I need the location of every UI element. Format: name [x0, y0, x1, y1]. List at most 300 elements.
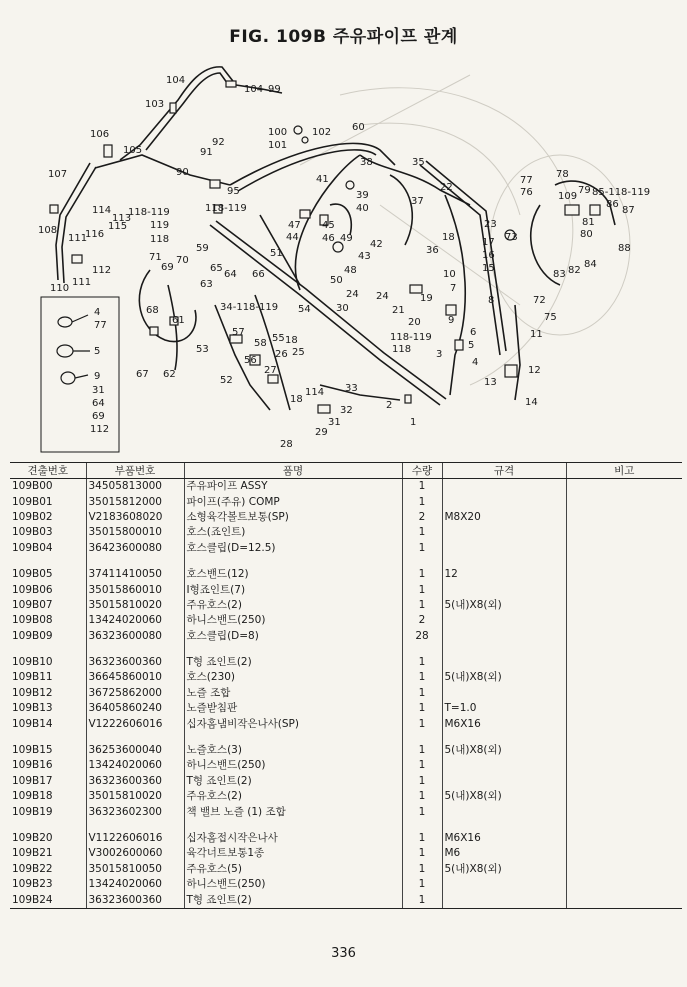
callout-label: 18: [290, 394, 303, 405]
callout-label: 25: [292, 347, 305, 358]
callout-label: 107: [48, 169, 68, 180]
row-part-number-cell: 36323600360: [86, 655, 184, 670]
parts-list-table: [10, 462, 682, 909]
table-row: [10, 892, 682, 908]
row-name-cell: 노즐호스(3): [184, 743, 402, 758]
row-index-cell: 109B10: [12, 656, 53, 669]
row-index-cell: 109B07: [12, 598, 53, 611]
table-row: [10, 701, 682, 716]
callout-label: 49: [340, 233, 353, 244]
row-quantity-cell: 1: [402, 804, 442, 819]
row-part-number-cell: 35015810020: [86, 789, 184, 804]
row-note-cell: [566, 743, 682, 758]
callout-label: 119: [150, 220, 170, 231]
callout-label: 46: [322, 233, 335, 244]
callout-label: 99: [268, 84, 281, 95]
row-part-number-cell: 36405860240: [86, 701, 184, 716]
callout-label: 60: [352, 122, 365, 133]
row-note-cell: [566, 567, 682, 582]
row-quantity-cell: 1: [402, 846, 442, 861]
column-header-quantity: 수량: [402, 463, 442, 479]
spacer-cell: [86, 556, 184, 567]
figure-title: FIG. 109B 주유파이프 관계: [229, 27, 458, 47]
inset-label: 31: [92, 385, 105, 396]
row-spec-cell: [442, 877, 566, 892]
row-spec-cell: 5(내)X8(외): [442, 598, 566, 613]
row-part-number-cell: 36645860010: [86, 670, 184, 685]
table-row: [10, 743, 682, 758]
row-note-cell: [566, 613, 682, 628]
callout-label: 51: [270, 248, 283, 259]
row-spec-cell: [442, 758, 566, 773]
row-index-cell: 109B12: [12, 686, 53, 699]
row-part-number-cell: 35015812000: [86, 494, 184, 509]
callout-label: 13: [484, 377, 497, 388]
row-spec-cell: [442, 686, 566, 701]
parts-table-body: [10, 479, 682, 909]
row-quantity-cell: 1: [402, 598, 442, 613]
callout-label: 30: [336, 303, 349, 314]
table-row: [10, 831, 682, 846]
callout-label: 31: [328, 417, 341, 428]
callout-label: 118-119: [205, 203, 247, 214]
callout-label: 118-119: [128, 207, 170, 218]
callout-label: 1: [410, 417, 417, 428]
spacer-cell: [10, 732, 86, 743]
callout-label: 83: [553, 269, 566, 280]
callout-label: 87: [622, 205, 635, 216]
callout-label: 113: [112, 213, 132, 224]
row-part-number-cell: 34505813000: [86, 479, 184, 495]
callout-label: 24: [376, 291, 389, 302]
row-quantity-cell: 1: [402, 716, 442, 731]
row-spec-cell: [442, 582, 566, 597]
callout-label: 111: [72, 277, 92, 288]
inset-label: 69: [92, 411, 105, 422]
row-note-cell: [566, 804, 682, 819]
callout-label: 34-118-119: [220, 302, 279, 313]
spacer-cell: [442, 644, 566, 655]
callout-label: 90: [176, 167, 189, 178]
table-row: [10, 582, 682, 597]
callout-label: 76: [520, 187, 533, 198]
row-spec-cell: [442, 541, 566, 556]
row-part-number-cell: 13424020060: [86, 613, 184, 628]
callout-label: 62: [163, 369, 176, 380]
row-index-cell: 109B17: [12, 774, 53, 787]
callout-label: 108: [38, 225, 58, 236]
callout-label: 67: [136, 369, 149, 380]
row-quantity-cell: 1: [402, 701, 442, 716]
row-quantity-cell: 1: [402, 774, 442, 789]
callout-label: 55: [272, 333, 285, 344]
row-part-number-cell: 35015860010: [86, 582, 184, 597]
spacer-cell: [566, 556, 682, 567]
callout-label: 118: [150, 234, 170, 245]
row-spec-cell: T=1.0: [442, 701, 566, 716]
callout-label: 100: [268, 127, 288, 138]
table-row: [10, 670, 682, 685]
spacer-cell: [402, 732, 442, 743]
row-note-cell: [566, 479, 682, 495]
callout-label: 68: [146, 305, 159, 316]
row-quantity-cell: 1: [402, 877, 442, 892]
callout-label: 23: [484, 219, 497, 230]
table-row: [10, 758, 682, 773]
callout-label: 66: [252, 269, 265, 280]
callout-label: 5: [468, 340, 475, 351]
callout-label: 80: [580, 229, 593, 240]
row-quantity-cell: 1: [402, 567, 442, 582]
spacer-cell: [402, 644, 442, 655]
row-note-cell: [566, 774, 682, 789]
row-index-cell: 109B24: [10, 892, 86, 908]
row-name-cell: 호스클립(D=8): [184, 629, 402, 644]
row-index-cell: 109B08: [12, 614, 53, 627]
callout-label: 54: [298, 304, 311, 315]
callout-label: 28: [280, 439, 293, 450]
callout-label: 9: [448, 315, 455, 326]
spacer-cell: [184, 644, 402, 655]
callout-label: 95: [227, 186, 240, 197]
inset-label: 9: [94, 371, 101, 382]
row-spec-cell: M6: [442, 846, 566, 861]
callout-label: 112: [92, 265, 112, 276]
row-name-cell: 하니스밴드(250): [184, 758, 402, 773]
row-index-cell: 109B11: [12, 671, 53, 684]
spacer-cell: [402, 556, 442, 567]
row-name-cell: 하니스밴드(250): [184, 877, 402, 892]
callout-label: 24: [346, 289, 359, 300]
row-spec-cell: 5(내)X8(외): [442, 789, 566, 804]
callout-label: 116: [85, 229, 105, 240]
callout-label: 81: [582, 217, 595, 228]
callout-label: 16: [482, 250, 495, 261]
callout-label: 38: [360, 157, 373, 168]
row-part-number-cell: V1222606016: [86, 716, 184, 731]
spacer-cell: [86, 820, 184, 831]
table-row: [10, 494, 682, 509]
row-name-cell: T형 죠인트(2): [184, 774, 402, 789]
callout-label: 8: [488, 295, 495, 306]
row-index-cell: 109B23: [12, 878, 53, 891]
row-name-cell: 호스(230): [184, 670, 402, 685]
inset-label: 112: [90, 424, 110, 435]
row-index-cell: 109B15: [12, 744, 53, 757]
callout-label: 2: [386, 400, 393, 411]
row-note-cell: [566, 598, 682, 613]
callout-label: 52: [220, 375, 233, 386]
callout-label: 110: [50, 283, 70, 294]
row-index-cell: 109B16: [12, 759, 53, 772]
diagram-drawing: [0, 55, 687, 460]
row-part-number-cell: 36323600360: [86, 774, 184, 789]
table-row: [10, 567, 682, 582]
inset-label: 77: [94, 320, 107, 331]
row-part-number-cell: 35015800010: [86, 525, 184, 540]
table-row: [10, 525, 682, 540]
callout-label: 6: [470, 327, 477, 338]
callout-label: 26: [275, 349, 288, 360]
row-part-number-cell: V1122606016: [86, 831, 184, 846]
row-quantity-cell: 1: [402, 655, 442, 670]
row-part-number-cell: 36253600040: [86, 743, 184, 758]
callout-label: 27: [264, 365, 277, 376]
callout-label: 48: [344, 265, 357, 276]
callout-label: 32: [340, 405, 353, 416]
row-spec-cell: [442, 774, 566, 789]
callout-label: 17: [482, 237, 495, 248]
spacer-cell: [10, 644, 86, 655]
table-header-row: [10, 463, 682, 479]
row-note-cell: [566, 494, 682, 509]
callout-label: 114: [92, 205, 112, 216]
table-row: [10, 510, 682, 525]
callout-label: 71: [149, 252, 162, 263]
row-index-cell: 109B02: [12, 510, 53, 523]
spacer-cell: [86, 644, 184, 655]
callout-label: 44: [286, 232, 299, 243]
row-quantity-cell: 1: [402, 831, 442, 846]
row-name-cell: 주유호스(5): [184, 862, 402, 877]
spacer-cell: [566, 820, 682, 831]
row-name-cell: 주유호스(2): [184, 789, 402, 804]
row-spec-cell: 5(내)X8(외): [442, 743, 566, 758]
callout-label: 78: [556, 169, 569, 180]
row-index-cell: 109B13: [12, 702, 53, 715]
inset-label: 64: [92, 398, 105, 409]
row-spec-cell: M6X16: [442, 716, 566, 731]
column-header-name: 품명: [184, 463, 402, 479]
callout-label: 20: [408, 317, 421, 328]
row-note-cell: [566, 510, 682, 525]
group-spacer-row: [10, 644, 682, 655]
callout-label: 79: [578, 185, 591, 196]
callout-label: 70: [176, 255, 189, 266]
column-header-index: 견출번호: [10, 463, 86, 479]
callout-label: 29: [315, 427, 328, 438]
row-spec-cell: [442, 655, 566, 670]
spacer-cell: [184, 556, 402, 567]
callout-label: 56: [244, 355, 257, 366]
spacer-cell: [442, 820, 566, 831]
callout-label: 39: [356, 190, 369, 201]
callout-label: 92: [212, 137, 225, 148]
inset-label: 5: [94, 346, 101, 357]
row-spec-cell: [442, 892, 566, 908]
table-row: [10, 789, 682, 804]
row-note-cell: [566, 670, 682, 685]
column-header-part-number: 부품번호: [86, 463, 184, 479]
row-note-cell: [566, 758, 682, 773]
callout-label: 72: [533, 295, 546, 306]
callout-label: 61: [172, 315, 185, 326]
row-spec-cell: [442, 629, 566, 644]
callout-label: 69: [161, 262, 174, 273]
callout-label: 3: [436, 349, 443, 360]
spacer-cell: [10, 820, 86, 831]
table-row: [10, 804, 682, 819]
row-spec-cell: [442, 613, 566, 628]
row-note-cell: [566, 789, 682, 804]
row-part-number-cell: 35015810050: [86, 862, 184, 877]
group-spacer-row: [10, 820, 682, 831]
row-quantity-cell: 1: [402, 525, 442, 540]
row-note-cell: [566, 541, 682, 556]
row-note-cell: [566, 701, 682, 716]
row-spec-cell: 5(내)X8(외): [442, 670, 566, 685]
callout-label: 59: [196, 243, 209, 254]
row-name-cell: 육각너트보통1종: [184, 846, 402, 861]
table-row: [10, 598, 682, 613]
spacer-cell: [184, 820, 402, 831]
row-part-number-cell: V3002600060: [86, 846, 184, 861]
row-name-cell: 책 밸브 노즐 (1) 조합: [184, 804, 402, 819]
row-index-cell: 109B19: [12, 805, 53, 818]
row-part-number-cell: 35015810020: [86, 598, 184, 613]
row-note-cell: [566, 892, 682, 908]
row-name-cell: I형죠인트(7): [184, 582, 402, 597]
row-index-cell: 109B03: [12, 526, 53, 539]
row-part-number-cell: 36323600360: [86, 892, 184, 908]
spacer-cell: [10, 556, 86, 567]
row-note-cell: [566, 655, 682, 670]
callout-label: 85-118-119: [592, 187, 651, 198]
callout-label: 106: [90, 129, 110, 140]
row-note-cell: [566, 629, 682, 644]
callout-label: 18: [285, 335, 298, 346]
row-part-number-cell: 13424020060: [86, 758, 184, 773]
callout-label: 43: [358, 251, 371, 262]
callout-label: 104: [244, 84, 264, 95]
row-name-cell: T형 죠인트(2): [184, 892, 402, 908]
callout-label: 33: [345, 383, 358, 394]
row-quantity-cell: 1: [402, 686, 442, 701]
hose-lines: [56, 67, 615, 410]
row-note-cell: [566, 831, 682, 846]
callout-numbers: [38, 75, 650, 450]
row-part-number-cell: V2183608020: [86, 510, 184, 525]
callout-label: 88: [618, 243, 631, 254]
row-quantity-cell: 1: [402, 541, 442, 556]
spacer-cell: [442, 732, 566, 743]
table-row: [10, 846, 682, 861]
row-note-cell: [566, 686, 682, 701]
callout-label: 115: [108, 221, 128, 232]
row-part-number-cell: 36323600080: [86, 629, 184, 644]
callout-label: 77: [520, 175, 533, 186]
row-index-cell: 109B06: [12, 583, 53, 596]
callout-label: 45: [322, 220, 335, 231]
row-index-cell: 109B21: [12, 847, 53, 860]
row-quantity-cell: 2: [402, 613, 442, 628]
row-quantity-cell: 1: [402, 862, 442, 877]
callout-label: 109: [558, 191, 578, 202]
row-quantity-cell: 1: [402, 758, 442, 773]
callout-label: 104: [166, 75, 186, 86]
row-spec-cell: [442, 525, 566, 540]
spacer-cell: [184, 732, 402, 743]
row-name-cell: T형 죠인트(2): [184, 655, 402, 670]
callout-label: 57: [232, 327, 245, 338]
table-row: [10, 877, 682, 892]
spacer-cell: [86, 732, 184, 743]
page-number: 336: [331, 946, 356, 961]
row-index-cell: 109B05: [12, 568, 53, 581]
row-note-cell: [566, 877, 682, 892]
row-spec-cell: 12: [442, 567, 566, 582]
inset-label: 4: [94, 307, 101, 318]
callout-label: 65: [210, 263, 223, 274]
callout-label: 10: [443, 269, 456, 280]
row-index-cell: 109B09: [12, 629, 53, 642]
table-row: [10, 479, 682, 495]
row-name-cell: 파이프(주유) COMP: [184, 494, 402, 509]
spacer-cell: [566, 732, 682, 743]
row-note-cell: [566, 525, 682, 540]
row-spec-cell: M8X20: [442, 510, 566, 525]
row-quantity-cell: 1: [402, 582, 442, 597]
callout-label: 84: [584, 259, 597, 270]
callout-label: 73: [505, 232, 518, 243]
spacer-cell: [442, 556, 566, 567]
row-name-cell: 노즐받침판: [184, 701, 402, 716]
table-row: [10, 655, 682, 670]
spacer-cell: [566, 644, 682, 655]
callout-label: 118: [392, 344, 412, 355]
row-quantity-cell: 2: [402, 510, 442, 525]
callout-label: 41: [316, 174, 329, 185]
callout-label: 103: [145, 99, 165, 110]
table-row: [10, 862, 682, 877]
table-row: [10, 613, 682, 628]
row-name-cell: 십자홈냄비작은나사(SP): [184, 716, 402, 731]
callout-label: 4: [472, 357, 479, 368]
row-name-cell: 호스클립(D=12.5): [184, 541, 402, 556]
row-quantity-cell: 28: [402, 629, 442, 644]
row-part-number-cell: 36323602300: [86, 804, 184, 819]
callout-label: 18: [442, 232, 455, 243]
callout-label: 63: [200, 279, 213, 290]
callout-label: 37: [411, 196, 424, 207]
callout-label: 35: [412, 157, 425, 168]
row-index-cell: 109B18: [12, 790, 53, 803]
callout-label: 75: [544, 312, 557, 323]
row-note-cell: [566, 716, 682, 731]
table-row: [10, 686, 682, 701]
row-quantity-cell: 1: [402, 479, 442, 495]
callout-label: 64: [224, 269, 237, 280]
row-name-cell: 소형육각볼트보통(SP): [184, 510, 402, 525]
row-note-cell: [566, 846, 682, 861]
callout-label: 82: [568, 265, 581, 276]
row-quantity-cell: 1: [402, 892, 442, 908]
row-index-cell: 109B20: [12, 832, 53, 844]
callout-label: 15: [482, 263, 495, 274]
row-part-number-cell: 36725862000: [86, 686, 184, 701]
table-row: [10, 629, 682, 644]
callout-label: 50: [330, 275, 343, 286]
row-spec-cell: 5(내)X8(외): [442, 862, 566, 877]
callout-label: 118-119: [390, 332, 432, 343]
callout-label: 12: [528, 365, 541, 376]
group-spacer-row: [10, 556, 682, 567]
spacer-cell: [402, 820, 442, 831]
table-row: [10, 541, 682, 556]
table-row: [10, 774, 682, 789]
row-index-cell: 109B00: [12, 480, 53, 493]
row-quantity-cell: 1: [402, 789, 442, 804]
